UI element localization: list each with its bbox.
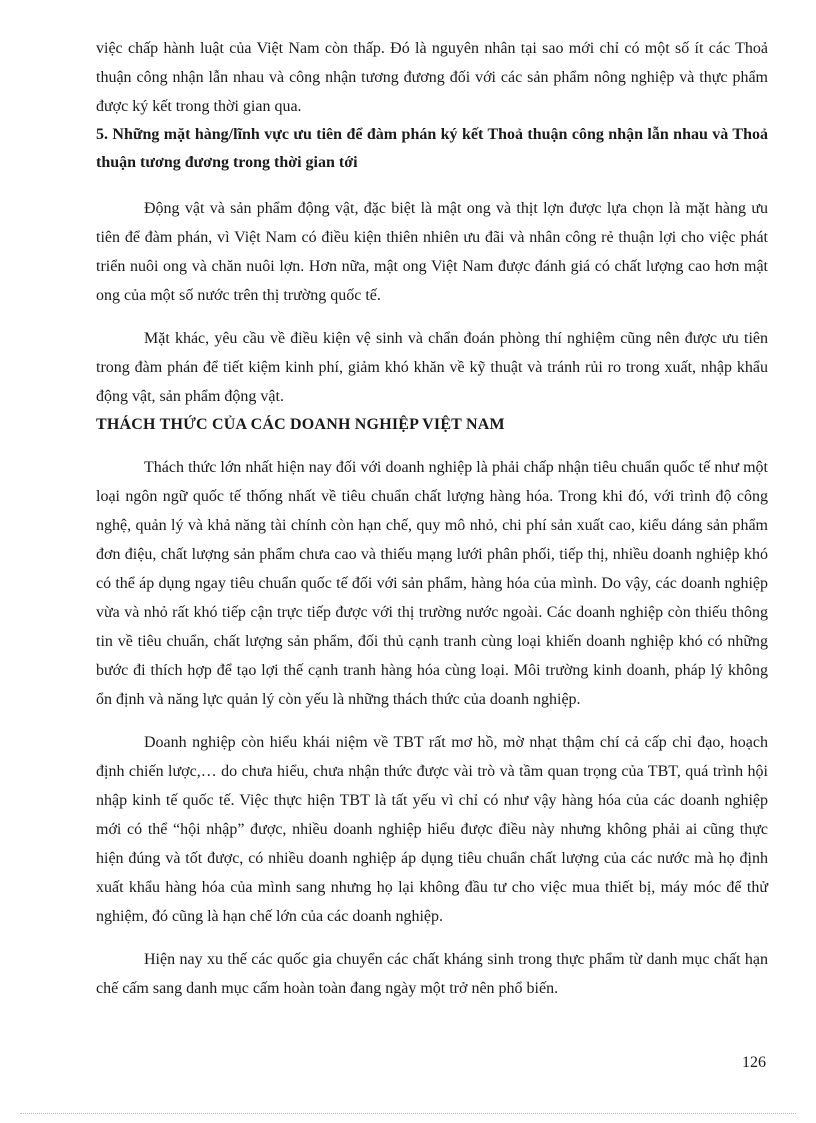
section-5-paragraph-1: Động vật và sản phẩm động vật, đặc biệt là mật ong và thịt lợn được lựa chọn là mặt hàng ưu tiên để đàm phán, vì Việt Nam có điều kiện thiên nhiên ưu đãi và nhân công rẻ thuận lợi cho việc phát triển nuôi ong và chăn nuôi lợn. Hơn nữa, mật ong Việt Nam được đánh giá có chất lượng cao hơn mật ong của một số nước trên thị trường quốc tế.: [96, 200, 768, 304]
footer-divider: [20, 1113, 796, 1114]
challenges-paragraph-1: Thách thức lớn nhất hiện nay đối với doanh nghiệp là phải chấp nhận tiêu chuẩn quốc tế như một loại ngôn ngữ quốc tế thống nhất về tiêu chuẩn chất lượng hàng hóa. Trong khi đó, với trình độ công nghệ, quản lý và khả năng tài chính còn hạn chế, quy mô nhỏ, chi phí sản xuất cao, kiểu dáng sản phẩm đơn điệu, chất lượng sản phẩm chưa cao và thiếu mạng lưới phân phối, tiếp thị, nhiều doanh nghiệp khó có thể áp dụng ngay tiêu chuẩn quốc tế đối với sản phẩm, hàng hóa của mình. Do vậy, các doanh nghiệp vừa và nhỏ rất khó tiếp cận trực tiếp được với thị trường nước ngoài. Các doanh nghiệp còn thiếu thông tin về tiêu chuẩn, chất lượng sản phẩm, đối thủ cạnh tranh cùng loại khiến doanh nghiệp khó có những bước đi thích hợp để tạo lợi thế cạnh tranh hàng hóa cùng loại. Môi trường kinh doanh, pháp lý không ổn định và năng lực quản lý còn yếu là những thách thức của doanh nghiệp.: [96, 459, 768, 708]
challenges-paragraph-2: Doanh nghiệp còn hiểu khái niệm về TBT rất mơ hồ, mờ nhạt thậm chí cả cấp chỉ đạo, hoạch định chiến lược,… do chưa hiểu, chưa nhận thức được vài trò và tầm quan trọng của TBT, quá trình hội nhập kinh tế quốc tế. Việc thực hiện TBT là tất yếu vì chỉ có như vậy hàng hóa của các doanh nghiệp mới có thể “hội nhập” được, nhiều doanh nghiệp hiểu được điều này nhưng không phải ai cũng thực hiện đúng và tốt được, có nhiều doanh nghiệp áp dụng tiêu chuẩn chất lượng của các nước mà họ định xuất khẩu hàng hóa của mình sang nhưng họ lại không đầu tư cho việc mua thiết bị, máy móc để thử nghiệm, đó cũng là hạn chế lớn của các doanh nghiệp.: [96, 734, 768, 925]
challenges-paragraph-3: Hiện nay xu thế các quốc gia chuyển các chất kháng sinh trong thực phẩm từ danh mục chất hạn chế cấm sang danh mục cấm hoàn toàn đang ngày một trở nên phổ biến.: [96, 951, 768, 997]
page-number: 126: [742, 1054, 766, 1071]
section-5-paragraph-2: Mặt khác, yêu cầu về điều kiện vệ sinh và chẩn đoán phòng thí nghiệm cũng nên được ưu tiên trong đàm phán để tiết kiệm kinh phí, giảm khó khăn về kỹ thuật và tránh rủi ro trong xuất, nhập khẩu động vật, sản phẩm động vật.: [96, 330, 768, 405]
section-5-heading: 5. Những mặt hàng/lĩnh vực ưu tiên để đàm phán ký kết Thoả thuận công nhận lẫn nhau và Thoả thuận tương đương trong thời gian tới: [96, 126, 768, 171]
challenges-heading: THÁCH THỨC CỦA CÁC DOANH NGHIỆP VIỆT NAM: [96, 416, 505, 433]
paragraph-intro: việc chấp hành luật của Việt Nam còn thấp. Đó là nguyên nhân tại sao mới chỉ có một số ít các Thoả thuận công nhận lẫn nhau và công nhận tương đương đối với các sản phẩm nông nghiệp và thực phẩm được ký kết trong thời gian qua.: [96, 40, 768, 115]
page-body: [96, 34, 768, 1003]
